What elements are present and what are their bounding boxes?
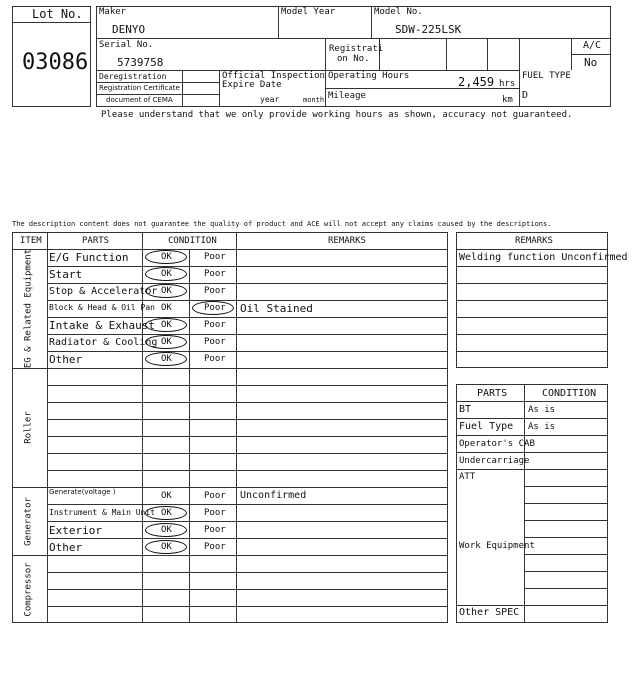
row-divider <box>456 418 608 419</box>
disclaimer: The description content does not guarantee the quality of product and ACE will not accept any claims caused by the descriptions. <box>12 220 552 228</box>
ok-option: OK <box>161 354 172 364</box>
row-divider <box>47 572 448 573</box>
row-divider <box>456 334 608 335</box>
row-part: Intake & Exhaust <box>49 319 155 332</box>
poor-option: Poor <box>204 542 226 552</box>
row-divider <box>524 503 608 504</box>
parts-row-label: Other SPEC <box>459 607 520 618</box>
registration-certificate-label: Registration Certificate <box>99 84 180 92</box>
row-divider <box>524 537 608 538</box>
section-compressor-label: Compressor <box>23 562 34 617</box>
maker-label: Maker <box>99 7 127 17</box>
poor-option: Poor <box>204 320 226 330</box>
ac-label: A/C <box>583 40 602 51</box>
deregistration-label: Deregistration <box>99 72 167 81</box>
serial-no-label: Serial No. <box>99 40 154 50</box>
row-divider <box>456 605 524 606</box>
km-label: km <box>502 95 513 105</box>
model-no-label: Model No. <box>374 7 423 17</box>
row-part: Start <box>49 268 83 281</box>
row-part: Exterior <box>49 524 102 537</box>
row-divider <box>47 300 448 301</box>
row-divider <box>456 435 608 436</box>
col-item-header: ITEM <box>20 236 42 246</box>
col-parts-header: PARTS <box>82 236 110 246</box>
row-part: E/G Function <box>49 251 129 264</box>
row-part: Instrument & Main Unit <box>49 508 155 517</box>
operating-hours-label: Operating Hours <box>328 71 410 81</box>
row-divider <box>456 283 608 284</box>
row-divider <box>47 402 448 403</box>
mileage-label: Mileage <box>328 91 366 101</box>
inspection-label-1: Official Inspection <box>222 71 325 81</box>
row-divider <box>47 436 448 437</box>
serial-no-value: 5739758 <box>117 56 164 69</box>
row-divider <box>456 317 608 318</box>
registration-no-label-2: on No. <box>337 54 370 64</box>
fuel-type-value: D <box>522 90 529 101</box>
row-divider <box>47 453 448 454</box>
row-part: Radiator & Cooling <box>49 337 158 348</box>
parts-row-label: ATT <box>459 472 476 482</box>
poor-option: Poor <box>204 525 226 535</box>
row-part: Block & Head & Oil Pan <box>49 303 155 312</box>
ok-option: OK <box>161 286 172 296</box>
parts-row-label: Operator's CAB <box>459 439 535 449</box>
ok-option: OK <box>161 337 172 347</box>
lot-no-value: 03086 <box>22 50 89 75</box>
row-divider <box>456 300 608 301</box>
row-divider <box>47 266 448 267</box>
inspection-label-2: Expire Date <box>222 80 282 90</box>
model-year-label: Model Year <box>281 7 336 17</box>
year-label: year <box>260 95 280 104</box>
col-remarks-header: REMARKS <box>328 236 366 246</box>
parts-col-header: PARTS <box>477 388 508 399</box>
row-divider <box>47 317 448 318</box>
row-part: Other <box>49 353 83 366</box>
ok-option: OK <box>161 491 172 501</box>
parts-row-condition: As is <box>528 422 556 432</box>
model-no-value: SDW-225LSK <box>395 23 462 36</box>
row-part: Generate(voltage ) <box>49 488 116 496</box>
ok-option: OK <box>161 303 172 313</box>
hrs-label: hrs <box>499 79 516 89</box>
ok-option: OK <box>161 525 172 535</box>
row-divider <box>456 452 608 453</box>
section-eg-label: EG & Related Equipment <box>23 248 34 369</box>
poor-option: Poor <box>204 286 226 296</box>
col-condition-header: CONDITION <box>168 236 217 246</box>
registration-no-label-1: Registrati <box>329 44 384 54</box>
row-divider <box>47 419 448 420</box>
row-divider <box>47 589 448 590</box>
row-divider <box>524 554 608 555</box>
row-divider <box>524 605 608 606</box>
ac-value: No <box>584 56 598 69</box>
poor-option: Poor <box>204 354 226 364</box>
row-divider <box>524 588 608 589</box>
ok-option: OK <box>161 508 172 518</box>
ok-option: OK <box>161 252 172 262</box>
row-divider <box>456 266 608 267</box>
operating-hours-value: 2,459 <box>458 75 495 89</box>
document-cema-label: document of CEMA <box>106 96 173 104</box>
row-divider <box>47 470 448 471</box>
poor-option: Poor <box>204 269 226 279</box>
row-divider <box>524 520 608 521</box>
row-divider <box>524 486 608 487</box>
row-divider <box>524 571 608 572</box>
row-divider <box>47 385 448 386</box>
row-divider <box>47 521 448 522</box>
parts-row-label: BT <box>459 404 472 415</box>
row-divider <box>47 504 448 505</box>
row-divider <box>456 351 608 352</box>
parts-row-label: Work Equipment <box>459 541 535 551</box>
hours-notice: Please understand that we only provide working hours as shown, accuracy not guaranteed. <box>101 110 573 120</box>
parts-row-condition: As is <box>528 405 556 415</box>
parts-row-label: Undercarriage <box>459 456 530 466</box>
remarks-header: REMARKS <box>515 236 553 246</box>
row-part: Stop & Accelerator <box>49 286 158 297</box>
row-divider <box>47 283 448 284</box>
poor-option: Poor <box>204 252 226 262</box>
poor-option: Poor <box>204 508 226 518</box>
remarks-line: Welding function Unconfirmed <box>459 252 628 263</box>
row-part: Other <box>49 541 83 554</box>
row-remark: Oil Stained <box>240 302 313 315</box>
lot-no-label: Lot No. <box>32 7 83 21</box>
row-remark: Unconfirmed <box>240 490 307 501</box>
row-divider <box>47 351 448 352</box>
poor-option: Poor <box>204 491 226 501</box>
poor-option: Poor <box>204 337 226 347</box>
ok-option: OK <box>161 542 172 552</box>
fuel-type-label: FUEL TYPE <box>522 71 571 81</box>
section-generator-label: Generator <box>23 497 34 546</box>
condition-col-header: CONDITION <box>542 388 597 399</box>
row-divider <box>47 606 448 607</box>
parts-row-label: Fuel Type <box>459 421 514 432</box>
ok-option: OK <box>161 269 172 279</box>
maker-value: DENYO <box>112 23 146 36</box>
row-divider <box>456 469 608 470</box>
ok-option: OK <box>161 320 172 330</box>
row-divider <box>47 538 448 539</box>
row-divider <box>47 334 448 335</box>
poor-option: Poor <box>204 303 226 313</box>
month-label: month <box>303 96 325 104</box>
section-roller-label: Roller <box>23 411 34 444</box>
